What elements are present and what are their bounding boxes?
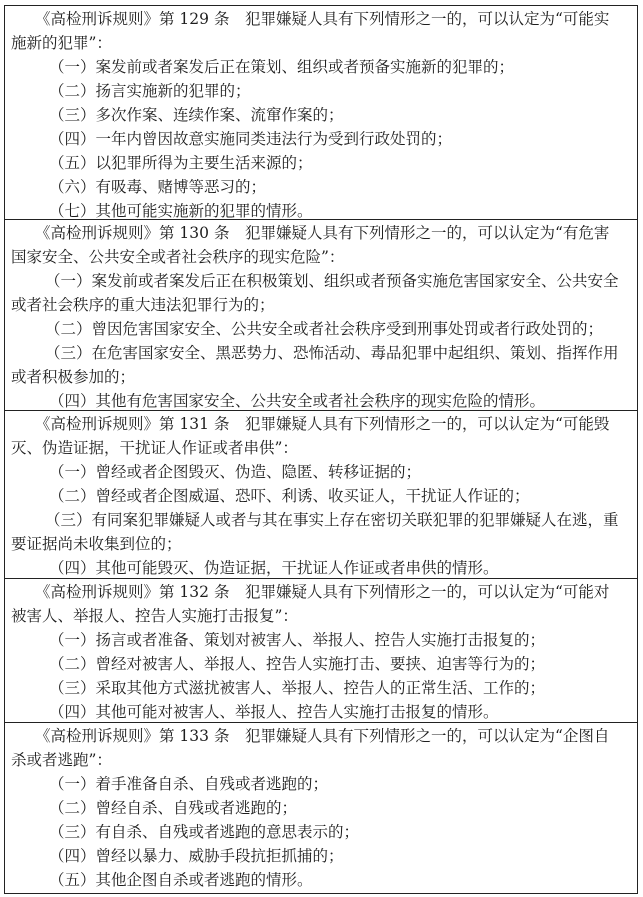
rule-article-cell: [5, 411, 637, 579]
list-item-line: （一）案发前或者案发后正在策划、组织或者预备实施新的犯罪的；: [49, 58, 515, 76]
list-item-line: （四）其他可能对被害人、举报人、控告人实施打击报复的情形。: [49, 703, 499, 721]
list-item-line: （四）一年内曾因故意实施同类违法行为受到行政处罚的；: [49, 130, 453, 148]
list-item-line: （六）有吸毒、赌博等恶习的；: [49, 178, 267, 196]
list-item-line: （七）其他可能实施新的犯罪的情形。: [49, 202, 313, 220]
list-item-line: （四）其他可能毁灭、伪造证据，干扰证人作证或者串供的情形。: [49, 559, 499, 577]
list-item-line: （三）在危害国家安全、黑恶势力、恐怖活动、毒品犯罪中起组织、策划、指挥作用: [45, 344, 619, 362]
list-item-line: （四）曾经以暴力、威胁手段抗拒抓捕的；: [49, 847, 344, 865]
list-item-line: （三）多次作案、连续作案、流窜作案的；: [49, 106, 344, 124]
list-item-line: （一）曾经或者企图毁灭、伪造、隐匿、转移证据的；: [49, 463, 422, 481]
continuation-line: 或者社会秩序的重大违法犯罪行为的；: [11, 296, 275, 314]
list-item-line: （二）曾经对被害人、举报人、控告人实施打击、要挟、迫害等行为的；: [49, 655, 546, 673]
continuation-line: 灭、伪造证据，干扰证人作证或者串供”：: [11, 439, 298, 457]
rules-table: [4, 5, 638, 894]
list-item-line: （五）以犯罪所得为主要生活来源的；: [49, 154, 313, 172]
list-item-line: （一）案发前或者案发后正在积极策划、组织或者预备实施危害国家安全、公共安全: [45, 272, 619, 290]
rule-article-cell: [5, 6, 637, 220]
rule-article-cell: [5, 220, 637, 411]
article-heading-line: 《高检刑诉规则》第 130 条 犯罪嫌疑人具有下列情形之一的，可以认定为“有危害: [35, 224, 610, 242]
list-item-line: （五）其他企图自杀或者逃跑的情形。: [49, 871, 313, 889]
list-item-line: （三）有同案犯罪嫌疑人或者与其在事实上存在密切关联犯罪的犯罪嫌疑人在逃，重: [45, 511, 619, 529]
continuation-line: 施新的犯罪”：: [11, 34, 112, 52]
list-item-line: （一）扬言或者准备、策划对被害人、举报人、控告人实施打击报复的；: [49, 631, 546, 649]
list-item-line: （二）曾因危害国家安全、公共安全或者社会秩序受到刑事处罚或者行政处罚的；: [45, 320, 604, 338]
list-item-line: （一）着手准备自杀、自残或者逃跑的；: [49, 775, 329, 793]
rule-article-cell: [5, 579, 637, 723]
article-heading-line: 《高检刑诉规则》第 132 条 犯罪嫌疑人具有下列情形之一的，可以认定为“可能对: [35, 583, 610, 601]
continuation-line: 要证据尚未收集到位的；: [11, 535, 182, 553]
continuation-line: 或者积极参加的；: [11, 368, 136, 386]
list-item-line: （三）有自杀、自残或者逃跑的意思表示的；: [49, 823, 360, 841]
continuation-line: 杀或者逃跑”：: [11, 751, 112, 769]
list-item-line: （二）曾经自杀、自残或者逃跑的；: [49, 799, 298, 817]
continuation-line: 被害人、举报人、控告人实施打击报复”：: [11, 607, 298, 625]
list-item-line: （二）曾经或者企图威逼、恐吓、利诱、收买证人，干扰证人作证的；: [49, 487, 530, 505]
list-item-line: （三）采取其他方式滋扰被害人、举报人、控告人的正常生活、工作的；: [49, 679, 546, 697]
article-heading-line: 《高检刑诉规则》第 129 条 犯罪嫌疑人具有下列情形之一的，可以认定为“可能实: [35, 10, 610, 28]
continuation-line: 国家安全、公共安全或者社会秩序的现实危险”：: [11, 248, 345, 266]
list-item-line: （四）其他有危害国家安全、公共安全或者社会秩序的现实危险的情形。: [49, 392, 546, 410]
article-heading-line: 《高检刑诉规则》第 133 条 犯罪嫌疑人具有下列情形之一的，可以认定为“企图自: [35, 727, 610, 745]
list-item-line: （二）扬言实施新的犯罪的；: [49, 82, 251, 100]
article-heading-line: 《高检刑诉规则》第 131 条 犯罪嫌疑人具有下列情形之一的，可以认定为“可能毁: [35, 415, 610, 433]
rule-article-cell: [5, 723, 637, 893]
